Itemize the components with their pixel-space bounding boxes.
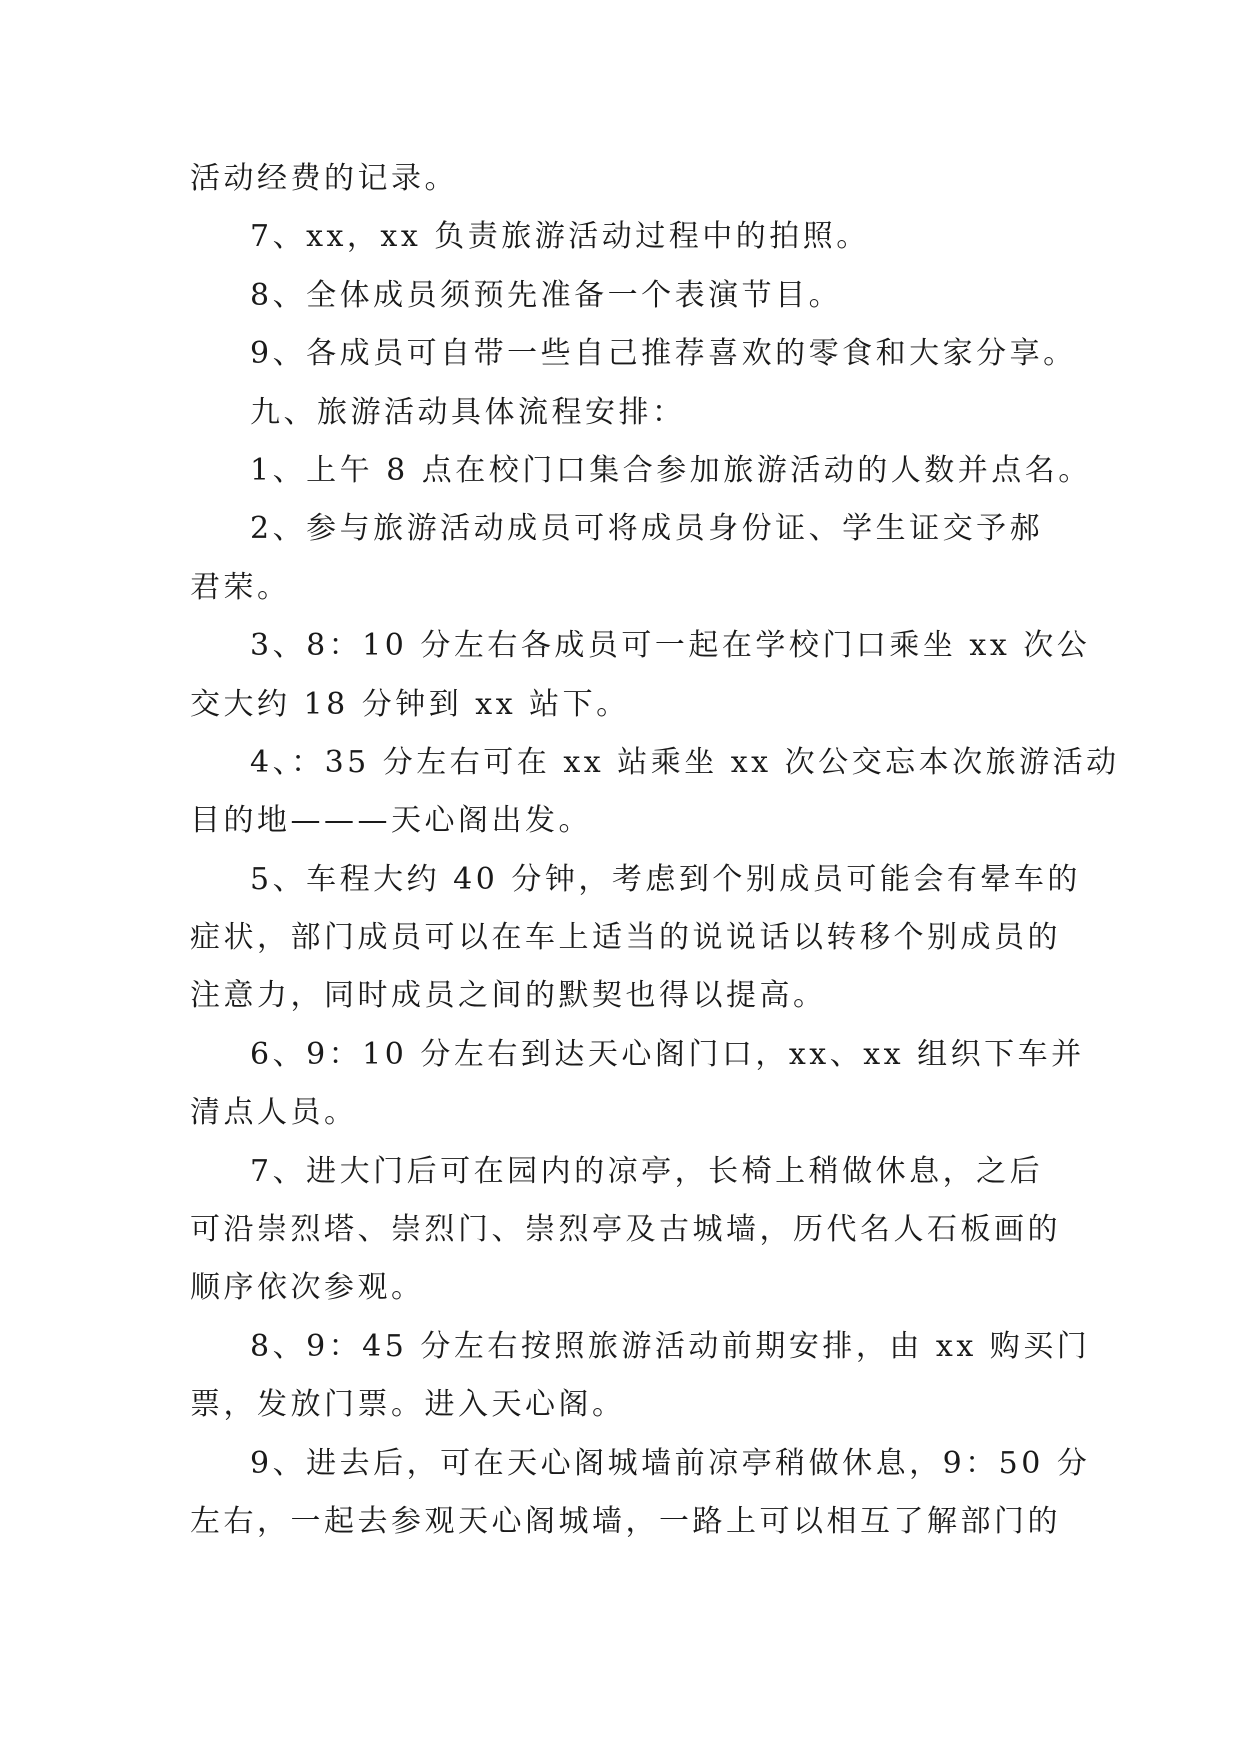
paragraph-line: 注意力，同时成员之间的默契也得以提高。 [190, 978, 827, 1014]
paragraph-line: 可沿崇烈塔、崇烈门、崇烈亭及古城墙，历代名人石板画的 [190, 1212, 1061, 1248]
paragraph-line: 8、全体成员须预先准备一个表演节目。 [250, 277, 843, 313]
paragraph-line: 活动经费的记录。 [190, 161, 458, 196]
paragraph-line: 9、各成员可自带一些自己推荐喜欢的零食和大家分享。 [250, 336, 1077, 372]
paragraph-line: 5、车程大约 40 分钟，考虑到个别成员可能会有晕车的 [250, 861, 1081, 897]
paragraph-line: 6、9：10 分左右到达天心阁门口，xx、xx 组织下车并 [250, 1036, 1085, 1072]
paragraph-line: 清点人员。 [190, 1095, 358, 1131]
paragraph-line: 8、9：45 分左右按照旅游活动前期安排，由 xx 购买门 [250, 1328, 1091, 1364]
paragraph-line: 症状，部门成员可以在车上适当的说说话以转移个别成员的 [190, 920, 1061, 956]
paragraph-line: 1、上午 8 点在校门口集合参加旅游活动的人数并点名。 [250, 452, 1092, 488]
paragraph-line: 2、参与旅游活动成员可将成员身份证、学生证交予郝 [250, 511, 1044, 547]
paragraph-line: 9、进去后，可在天心阁城墙前凉亭稍做休息，9：50 分 [250, 1445, 1091, 1481]
paragraph-line: 交大约 18 分钟到 xx 站下。 [190, 686, 630, 722]
section-heading: 九、旅游活动具体流程安排： [250, 394, 686, 430]
paragraph-line: 7、xx，xx 负责旅游活动过程中的拍照。 [250, 219, 870, 255]
paragraph-line: 4、：35 分左右可在 xx 站乘坐 xx 次公交忘本次旅游活动 [250, 744, 1120, 780]
paragraph-line: 顺序依次参观。 [190, 1270, 425, 1306]
paragraph-line: 7、进大门后可在园内的凉亭，长椅上稍做休息，之后 [250, 1153, 1044, 1189]
paragraph-line: 3、8：10 分左右各成员可一起在学校门口乘坐 xx 次公 [250, 628, 1091, 664]
paragraph-line: 票，发放门票。进入天心阁。 [190, 1387, 626, 1423]
document-body [190, 150, 1120, 1551]
paragraph-line: 左右，一起去参观天心阁城墙，一路上可以相互了解部门的 [190, 1503, 1061, 1539]
paragraph-line: 君荣。 [190, 569, 291, 605]
paragraph-line: 目的地———天心阁出发。 [190, 803, 592, 839]
